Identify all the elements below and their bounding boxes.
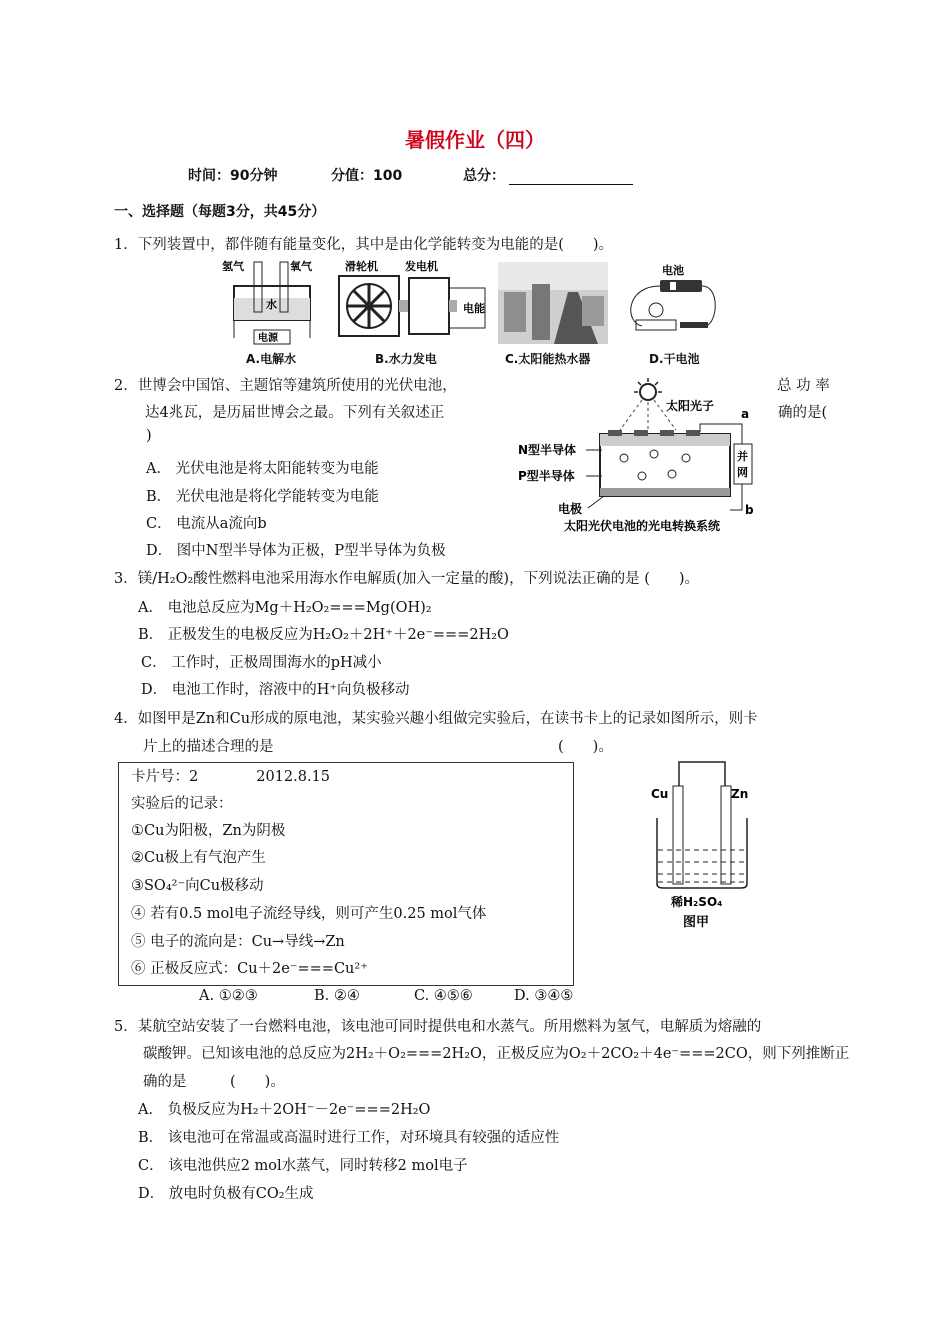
q4-zn-label: Zn [731, 787, 749, 801]
q1-pulley-label: 滑轮机 [345, 260, 378, 273]
q2-n-label: N型半导体 [518, 443, 577, 457]
q5-line1: 5．某航空站安装了一台燃料电池，该电池可同时提供电和水蒸气。所用燃料为氢气，电解质为熔融的 [114, 1019, 762, 1035]
q4-answer-d: D. ③④⑤ [514, 988, 574, 1004]
q3-option-d: D． 电池工作时，溶液中的H⁺向负极移动 [141, 682, 410, 698]
q5-option-c: C． 该电池供应2 mol水蒸气，同时转移2 mol电子 [138, 1158, 468, 1174]
card-line: ③SO₄²⁻向Cu极移动 [131, 878, 264, 894]
q2-option-b: B． 光伏电池是将化学能转变为电能 [146, 489, 379, 505]
q3-option-b: B． 正极发生的电极反应为H₂O₂＋2H⁺＋2e⁻===2H₂O [138, 627, 509, 643]
q1-figure-b [335, 258, 495, 348]
q1-power-label: 电源 [258, 333, 278, 344]
q4-answer-c: C. ④⑤⑥ [414, 988, 473, 1004]
q2-grid-label-2: 网 [737, 466, 748, 479]
q1-o2-label: 氧气 [290, 260, 312, 273]
q1-figure-d [622, 262, 720, 346]
q2-b-label: b [745, 503, 754, 517]
q5-option-d: D． 放电时负极有CO₂生成 [138, 1186, 314, 1202]
q2-line2-end: 确的是( [778, 405, 828, 421]
q2-electrode-label: 电极 [558, 502, 583, 516]
q1-h2-label: 氢气 [222, 260, 244, 273]
q1-caption-a: A.电解水 [246, 352, 297, 366]
total-label: 总分： [463, 168, 505, 184]
q2-figure-caption: 太阳光伏电池的光电转换系统 [564, 519, 721, 533]
time-info: 时间：90分钟 [188, 168, 278, 184]
q2-line1-end: 总 功 率 [777, 378, 830, 394]
card-line: ②Cu极上有气泡产生 [131, 850, 266, 866]
q1-caption-d: D.干电池 [649, 352, 700, 366]
card-line: ⑤ 电子的流向是：Cu→导线→Zn [131, 934, 345, 950]
card-line: ①Cu为阳极，Zn为阴极 [131, 823, 286, 839]
q3-stem: 3．镁/H₂O₂酸性燃料电池采用海水作电解质(加入一定量的酸)，下列说法正确的是 ( )。 [114, 571, 700, 587]
q1-battery-label: 电池 [662, 264, 684, 277]
q4-answer-a: A. ①②③ [199, 988, 258, 1004]
q1-caption-c: C.太阳能热水器 [505, 352, 591, 366]
q4-acid-label: 稀H₂SO₄ [671, 895, 723, 909]
section-heading: 一、选择题（每题3分，共45分） [114, 204, 326, 220]
q4-figure-cell [645, 758, 755, 938]
q5-option-b: B． 该电池可在常温或高温时进行工作，对环境具有较强的适应性 [138, 1130, 560, 1146]
q5-line2: 碳酸钾。已知该电池的总反应为2H₂＋O₂===2H₂O，正极反应为O₂＋2CO₂＋4e⁻===2CO，则下列推断正 [143, 1046, 850, 1062]
score-info: 分值：100 [331, 168, 403, 184]
q1-figure-c [498, 262, 608, 344]
q1-figure-a [222, 258, 322, 348]
q4-line2: 片上的描述合理的是 [143, 739, 274, 755]
total-blank[interactable] [509, 170, 633, 185]
q4-line1: 4．如图甲是Zn和Cu形成的原电池，某实验兴趣小组做完实验后，在读书卡上的记录如图所示，则卡 [114, 711, 758, 727]
q1-electric-label: 电能 [463, 302, 485, 315]
record-card [118, 762, 574, 986]
q4-figure-name: 图甲 [683, 915, 710, 930]
card-line: 实验后的记录： [131, 796, 233, 812]
q1-stem: 1．下列装置中，都伴随有能量变化，其中是由化学能转变为电能的是( )。 [114, 237, 614, 253]
q1-caption-b: B.水力发电 [375, 352, 437, 366]
page-title: 暑假作业（四） [405, 128, 545, 152]
q2-photon-label: 太阳光子 [666, 399, 715, 413]
q2-p-label: P型半导体 [518, 469, 575, 483]
q1-generator-label: 发电机 [405, 260, 438, 273]
card-line: ⑥ 正极反应式：Cu＋2e⁻===Cu²⁺ [131, 961, 368, 977]
q2-line2: 达4兆瓦，是历届世博会之最。下列有关叙述正 [145, 405, 445, 421]
q2-a-label: a [741, 407, 750, 421]
q2-option-c: C． 电流从a流向b [146, 516, 267, 532]
q1-water-label: 水 [266, 298, 277, 311]
q2-line3: ) [146, 428, 152, 444]
q5-option-a: A． 负极反应为H₂＋2OH⁻－2e⁻===2H₂O [138, 1102, 431, 1118]
q2-figure [516, 378, 766, 538]
card-header: 卡片号：2 2012.8.15 [131, 769, 331, 785]
q2-option-a: A． 光伏电池是将太阳能转变为电能 [146, 461, 379, 477]
q5-line3: 确的是 ( )。 [143, 1074, 285, 1090]
q3-option-c: C． 工作时，正极周围海水的pH减小 [141, 655, 382, 671]
q2-grid-label-1: 并 [737, 450, 748, 463]
q4-line2-end: ( )。 [558, 739, 613, 755]
q2-line1: 2．世博会中国馆、主题馆等建筑所使用的光伏电池， [114, 378, 457, 394]
q4-cu-label: Cu [651, 787, 669, 801]
q4-answer-b: B. ②④ [314, 988, 360, 1004]
card-line: ④ 若有0.5 mol电子流经导线，则可产生0.25 mol气体 [131, 906, 487, 922]
q2-option-d: D． 图中N型半导体为正极，P型半导体为负极 [146, 543, 446, 559]
total-info [463, 165, 633, 185]
q3-option-a: A． 电池总反应为Mg＋H₂O₂===Mg(OH)₂ [138, 600, 432, 616]
